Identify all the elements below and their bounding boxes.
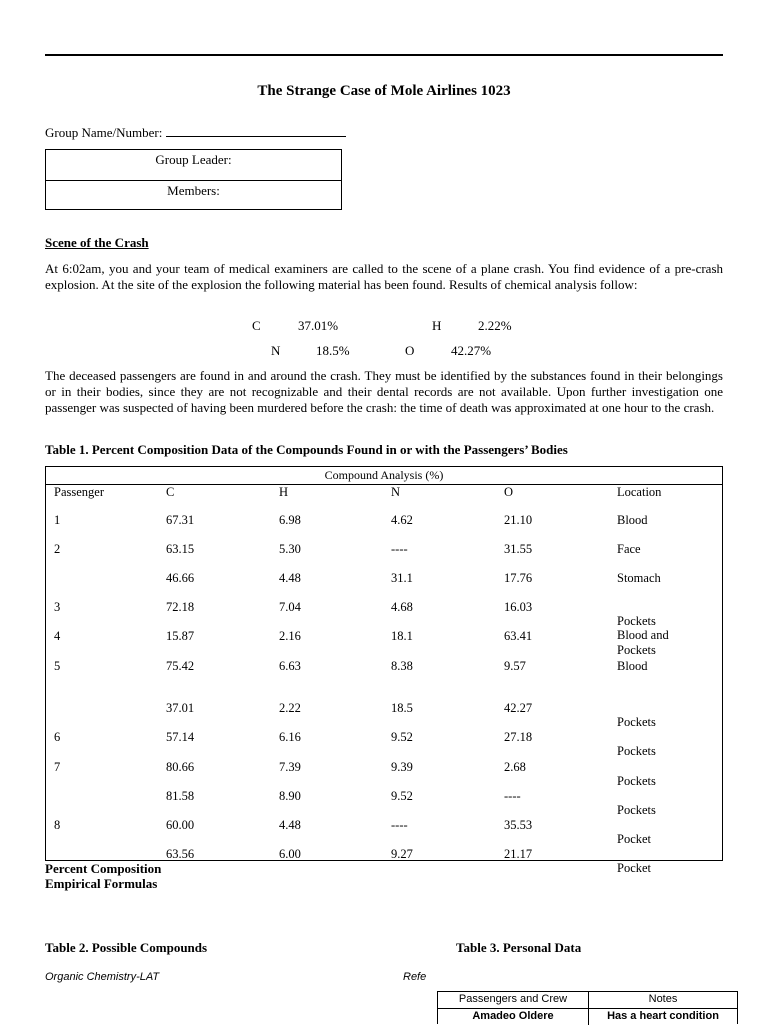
scene-paragraph-1: At 6:02am, you and your team of medical examiners are called to the scene of a plane crash. You find evidence of a pre-crash explosion. At the site of the explosion the following material has been found. Results of chemical analysis follow: (45, 261, 723, 292)
group-name-line (45, 124, 346, 141)
table1-cell-location: Pocket (617, 832, 652, 846)
table1-cell-n: 18.1 (391, 629, 413, 643)
table1-cell-c: 63.15 (166, 542, 195, 556)
table1-cell-o: 63.41 (504, 629, 533, 643)
table1-cell-o: 27.18 (504, 730, 533, 744)
table1-cell-c: 80.66 (166, 760, 195, 774)
table1-cell-h: 7.04 (279, 600, 301, 614)
composition-symbol-n: N (271, 343, 281, 358)
table1-col-c: C (166, 485, 175, 499)
table1-cell-h: 4.48 (279, 571, 301, 585)
table1-cell-h: 7.39 (279, 760, 301, 774)
table1-cell-n: ---- (391, 542, 408, 556)
table3-note-cell: Has a heart condition (607, 1010, 719, 1022)
table1-cell-location: Pockets (617, 715, 656, 729)
table1-cell-passenger: 5 (54, 659, 61, 673)
table1-cell-location: Blood and Pockets (617, 628, 669, 657)
table3-name-cell: Amadeo Oldere (438, 1009, 589, 1025)
table1-cell-passenger: 1 (54, 513, 61, 527)
group-name-label: Group Name/Number: (45, 125, 163, 140)
group-leader-label: Group Leader: (46, 150, 341, 181)
group-leader-box (45, 149, 342, 210)
table1-cell-h: 5.30 (279, 542, 301, 556)
table1-col-h: H (279, 485, 289, 499)
table1-col-passenger: Passenger (54, 485, 104, 499)
table1-cell-o: 42.27 (504, 701, 533, 715)
scene-heading: Scene of the Crash (45, 235, 149, 250)
group-name-blank[interactable] (166, 124, 346, 137)
table1-cell-o: ---- (504, 789, 521, 803)
composition-value-h: 2.22% (478, 318, 512, 333)
table2-caption: Table 2. Possible Compounds (45, 940, 208, 955)
table1-cell-location: Pockets (617, 614, 656, 628)
table1-cell-c: 46.66 (166, 571, 195, 585)
table1-cell-o: 31.55 (504, 542, 533, 556)
table1-cell-passenger: 7 (54, 760, 61, 774)
table1-cell-c: 75.42 (166, 659, 195, 673)
empirical-formulas-label: Empirical Formulas (45, 876, 158, 891)
table1-cell-passenger: 2 (54, 542, 61, 556)
table1-cell-location: Pocket (617, 861, 652, 875)
table1-cell-o: 2.68 (504, 760, 526, 774)
composition-symbol-c: C (252, 318, 261, 333)
table3 (437, 991, 738, 1024)
table1-cell-o: 21.17 (504, 847, 533, 861)
table1-cell-location: Stomach (617, 571, 661, 585)
composition-value-c: 37.01% (298, 318, 339, 333)
top-rule (45, 54, 723, 56)
group-members-label: Members: (167, 183, 220, 198)
footer-reference: Refe (403, 971, 427, 983)
table1-cell-n: 4.68 (391, 600, 413, 614)
table1-cell-h: 2.16 (279, 629, 301, 643)
table1-cell-c: 63.56 (166, 847, 195, 861)
table1-cell-location: Face (617, 542, 641, 556)
table1-cell-o: 17.76 (504, 571, 533, 585)
percent-composition-label: Percent Composition (45, 861, 162, 876)
table1-cell-n: 8.38 (391, 659, 413, 673)
scene-paragraph-2: The deceased passengers are found in and around the crash. They must be identified by the substances found in their belongings or in their bodies, since they are not recognizable and their dental records are not available. Upon further investigation one passenger was suspected of having been murdered before the crash: the time of death was approximated at one hour to the crash. (45, 368, 723, 415)
table1-cell-location: Pockets (617, 803, 656, 817)
table1-col-location: Location (617, 485, 662, 499)
table1-cell-o: 21.10 (504, 513, 533, 527)
table1-cell-n: 9.39 (391, 760, 413, 774)
table1-cell-location: Pockets (617, 774, 656, 788)
table1-cell-c: 15.87 (166, 629, 195, 643)
composition-value-n: 18.5% (316, 343, 350, 358)
table1-cell-h: 4.48 (279, 818, 301, 832)
table3-col-notes: Notes (648, 993, 678, 1005)
table1-cell-passenger: 3 (54, 600, 61, 614)
table1-cell-h: 6.00 (279, 847, 301, 861)
table1-cell-passenger: 4 (54, 629, 61, 643)
table1-cell-c: 60.00 (166, 818, 195, 832)
table1-cell-location: Pockets (617, 744, 656, 758)
table1-cell-h: 6.63 (279, 659, 301, 673)
table1-col-o: O (504, 485, 514, 499)
table1-cell-n: 9.52 (391, 730, 413, 744)
table1-cell-passenger: 8 (54, 818, 61, 832)
table1-cell-c: 72.18 (166, 600, 195, 614)
table1-cell-passenger: 6 (54, 730, 61, 744)
table1-header: Compound Analysis (%) (46, 467, 722, 485)
table1-cell-c: 37.01 (166, 701, 195, 715)
table1-cell-n: 9.27 (391, 847, 413, 861)
table1-cell-o: 16.03 (504, 600, 533, 614)
table1-caption: Table 1. Percent Composition Data of the Compounds Found in or with the Passengers’ Bodies (45, 442, 568, 457)
table3-header-row (438, 992, 737, 1009)
footer-course: Organic Chemistry-LAT (45, 971, 160, 983)
table1-cell-o: 9.57 (504, 659, 526, 673)
table1-cell-c: 81.58 (166, 789, 195, 803)
table3-col-passengers: Passengers and Crew (438, 992, 589, 1008)
table1-cell-c: 67.31 (166, 513, 195, 527)
table1-col-n: N (391, 485, 401, 499)
composition-value-o: 42.27% (451, 343, 492, 358)
table1-cell-h: 6.98 (279, 513, 301, 527)
composition-symbol-o: O (405, 343, 415, 358)
table1-cell-o: 35.53 (504, 818, 533, 832)
table1-cell-location: Blood (617, 659, 648, 673)
table1-cell-n: 4.62 (391, 513, 413, 527)
table1-cell-h: 6.16 (279, 730, 301, 744)
table1-cell-h: 8.90 (279, 789, 301, 803)
page-title: The Strange Case of Mole Airlines 1023 (257, 83, 511, 99)
table1-cell-c: 57.14 (166, 730, 195, 744)
composition-symbol-h: H (432, 318, 442, 333)
table1-cell-n: 18.5 (391, 701, 413, 715)
table1-cell-n: 31.1 (391, 571, 413, 585)
table1-cell-n: ---- (391, 818, 408, 832)
table1-cell-h: 2.22 (279, 701, 301, 715)
table3-caption: Table 3. Personal Data (456, 940, 582, 955)
table-row (438, 1009, 737, 1025)
table1-cell-location: Blood (617, 513, 648, 527)
table1-cell-n: 9.52 (391, 789, 413, 803)
